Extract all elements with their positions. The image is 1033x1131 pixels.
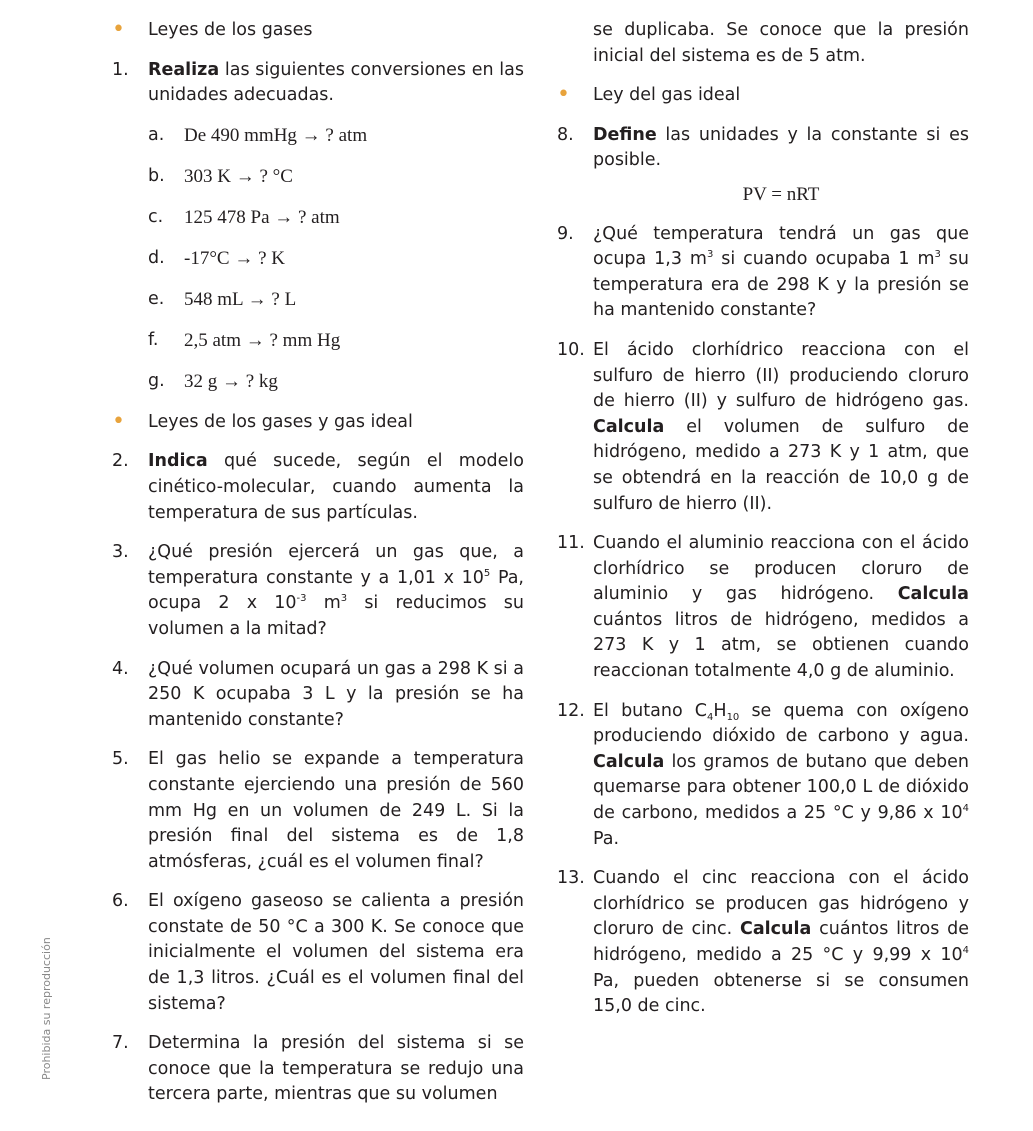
item-letter: b.: [148, 165, 165, 186]
question-number: 2.: [112, 451, 129, 472]
question-12: [557, 699, 969, 853]
conversion-item: [112, 123, 524, 164]
question-number: 9.: [557, 223, 574, 244]
item-letter: g.: [148, 370, 165, 391]
question-7: [112, 1031, 524, 1108]
item-text: 303 K → ? °C: [184, 165, 293, 187]
subscript: 4: [707, 711, 714, 723]
exponent: 4: [962, 803, 969, 815]
question-text: se duplicaba. Se conoce que la presión inicial del sistema es de 5 atm.: [593, 20, 969, 66]
item-text: 125 478 Pa → ? atm: [184, 206, 340, 228]
item-text: 548 mL → ? L: [184, 288, 297, 310]
item-text: De 490 mmHg → ? atm: [184, 124, 368, 146]
question-number: 8.: [557, 124, 574, 145]
question-verb: Calcula: [897, 584, 969, 605]
exponent: -3: [296, 593, 307, 605]
question-number: 6.: [112, 891, 129, 912]
question-text: las siguientes conversiones en las unidades adecuadas.: [148, 59, 524, 106]
question-13: [557, 866, 969, 1020]
section-title: Leyes de los gases y gas ideal: [148, 411, 413, 432]
question-text: Cuando el cinc reacciona con el ácido clorhídrico se producen gas hidrógeno y cloruro de cinc.: [593, 868, 969, 940]
subscript: 10: [726, 711, 740, 723]
conversion-item: [112, 246, 524, 287]
question-text: los gramos de butano que deben quemarse para obtener 100,0 L de dióxido de carbono, medidos a 25 °C y 9,86 x 10: [593, 751, 969, 824]
item-letter: f.: [148, 329, 159, 350]
question-text: cuántos litros de hidrógeno, medidos a 273 K y 1 atm, se obtienen cuando reaccionan totalmente 4,0 g de aluminio.: [593, 609, 969, 682]
exponent: 3: [340, 593, 348, 605]
conversion-item: [112, 369, 524, 410]
item-letter: c.: [148, 206, 164, 227]
question-number: 11.: [557, 533, 585, 554]
question-number: 7.: [112, 1033, 129, 1054]
question-text: ¿Qué volumen ocupará un gas a 298 K si a 250 K ocupaba 3 L y la presión se ha mantenido constante?: [148, 658, 524, 730]
question-verb: Calcula: [740, 919, 812, 940]
question-text: las unidades y la constante si es posible.: [593, 124, 969, 171]
question-text: El ácido clorhídrico reacciona con el sulfuro de hierro (II) produciendo cloruro de hierro (II) y sulfuro de hidrógeno gas.: [593, 339, 969, 412]
question-6: [112, 889, 524, 1017]
question-text: cuántos litros de hidrógeno, medido a 25 °C y 9,99 x 10: [593, 919, 969, 965]
question-text: Pa, pueden obtenerse si se consumen 15,0 de cinc.: [593, 970, 969, 1017]
item-letter: a.: [148, 124, 165, 145]
right-column: [557, 18, 969, 1020]
question-text: m: [306, 593, 341, 614]
side-note: [40, 937, 70, 1080]
section-heading: [112, 410, 524, 436]
question-text: ¿Qué temperatura tendrá un gas que ocupa 1,3 m: [593, 223, 969, 270]
question-verb: Realiza: [148, 59, 220, 80]
conversion-item: [112, 205, 524, 246]
left-column: [112, 18, 524, 1108]
question-verb: Define: [593, 124, 657, 145]
question-text: Determina la presión del sistema si se conoce que la temperatura se redujo una tercera parte, mientras que su volumen: [148, 1033, 524, 1105]
question-text: El oxígeno gaseoso se calienta a presión constate de 50 °C a 300 K. Se conoce que inicialmente el volumen del sistema era de 1,3 litros. ¿Cuál es el volumen final del sistema?: [148, 891, 524, 1014]
question-number: 12.: [557, 700, 585, 721]
conversion-item: [112, 164, 524, 205]
conversion-item: [112, 328, 524, 369]
question-text: El butano C: [593, 700, 708, 721]
question-verb: Calcula: [593, 751, 665, 772]
section-heading: [112, 18, 524, 44]
conversion-item: [112, 287, 524, 328]
item-letter: d.: [148, 247, 165, 268]
bullet-icon: •: [112, 408, 125, 434]
bullet-icon: •: [112, 17, 125, 42]
question-text: si reducimos su volumen a la mitad?: [148, 593, 524, 639]
question-11: [557, 531, 969, 685]
question-2: [112, 449, 524, 526]
question-text: H: [713, 700, 727, 721]
question-text: si cuando ocupaba 1 m: [713, 249, 935, 270]
question-number: 13.: [557, 868, 585, 889]
question-8: [557, 123, 969, 174]
question-text: el volumen de sulfuro de hidrógeno, medido a 273 K y 1 atm, que se obtendrá en la reacción de 10,0 g de sulfuro de hierro (II).: [593, 416, 969, 514]
question-text: Pa, ocupa 2 x 10: [148, 567, 524, 614]
exponent: 3: [706, 249, 714, 261]
item-text: 32 g → ? kg: [184, 370, 278, 392]
question-number: 10.: [557, 339, 585, 360]
section-heading: [557, 83, 969, 109]
question-number: 1.: [112, 59, 129, 80]
question-9: [557, 222, 969, 324]
question-text: qué sucede, según el modelo cinético-molecular, cuando aumenta la temperatura de sus partículas.: [148, 451, 524, 523]
question-1: [112, 58, 524, 109]
question-5: [112, 747, 524, 875]
section-title: Ley del gas ideal: [593, 85, 741, 106]
question-text: Pa.: [593, 828, 620, 849]
question-text: se quema con oxígeno produciendo dióxido de carbono y agua.: [593, 700, 969, 747]
item-text: 2,5 atm → ? mm Hg: [184, 329, 341, 351]
question-text: ¿Qué presión ejercerá un gas que, a temperatura constante y a 1,01 x 10: [148, 542, 524, 588]
question-number: 3.: [112, 542, 129, 563]
ideal-gas-formula: PV = nRT: [742, 183, 820, 205]
question-verb: Calcula: [593, 416, 665, 437]
section-title: Leyes de los gases: [148, 20, 313, 40]
bullet-icon: •: [557, 82, 570, 108]
question-7-continued: [557, 18, 969, 69]
exponent: 3: [934, 249, 941, 261]
item-letter: e.: [148, 288, 165, 309]
question-4: [112, 657, 524, 734]
question-3: [112, 540, 524, 642]
exponent: 4: [962, 945, 969, 956]
question-10: [557, 338, 969, 517]
question-number: 5.: [112, 749, 129, 770]
exponent: 5: [483, 567, 491, 579]
question-verb: Indica: [148, 451, 208, 472]
question-number: 4.: [112, 658, 129, 679]
copyright-note: Prohibida su reproducción: [40, 937, 53, 1080]
item-text: -17°C → ? K: [184, 247, 286, 269]
question-text: Cuando el aluminio reacciona con el ácido clorhídrico se producen cloruro de aluminio y gas hidrógeno.: [593, 533, 969, 605]
question-text: su temperatura era de 298 K y la presión se ha mantenido constante?: [593, 249, 969, 321]
question-text: El gas helio se expande a temperatura constante ejerciendo una presión de 560 mm Hg en un volumen de 249 L. Si la presión final del sistema es de 1,8 atmósferas, ¿cuál es el volumen final?: [148, 749, 524, 872]
